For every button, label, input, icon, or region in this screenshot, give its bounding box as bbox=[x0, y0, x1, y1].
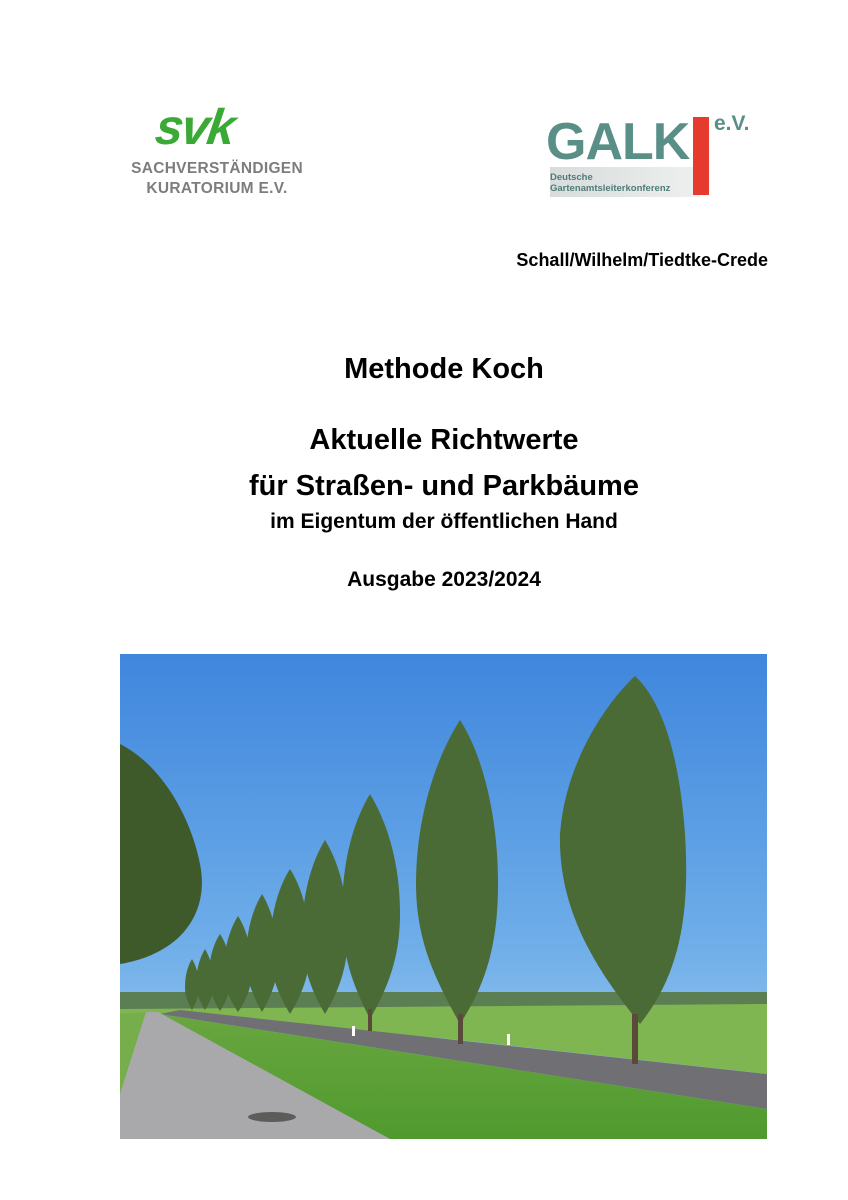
svk-wordmark: svk bbox=[152, 99, 238, 155]
subtitle-line2: für Straßen- und Parkbäume bbox=[249, 470, 639, 502]
galk-ev: e.V. bbox=[714, 112, 750, 135]
galk-line2: Gartenamtsleiterkonferenz bbox=[550, 183, 671, 194]
galk-logo bbox=[546, 112, 771, 202]
svk-name-line1: SACHVERSTÄNDIGEN bbox=[131, 160, 303, 177]
cover-photo-poplar-avenue bbox=[120, 654, 767, 1139]
subtitle-line3: im Eigentum der öffentlichen Hand bbox=[270, 510, 618, 533]
subtitle-line1: Aktuelle Richtwerte bbox=[309, 424, 579, 456]
page-title: Methode Koch bbox=[344, 353, 544, 385]
authors: Schall/Wilhelm/Tiedtke-Crede bbox=[516, 250, 768, 270]
galk-line1: Deutsche bbox=[550, 172, 593, 183]
svk-name-line2: KURATORIUM E.V. bbox=[146, 180, 288, 197]
galk-wordmark: GALK bbox=[546, 113, 690, 171]
galk-red-bar bbox=[693, 117, 709, 195]
svk-logo bbox=[118, 99, 318, 204]
edition: Ausgabe 2023/2024 bbox=[347, 568, 541, 591]
